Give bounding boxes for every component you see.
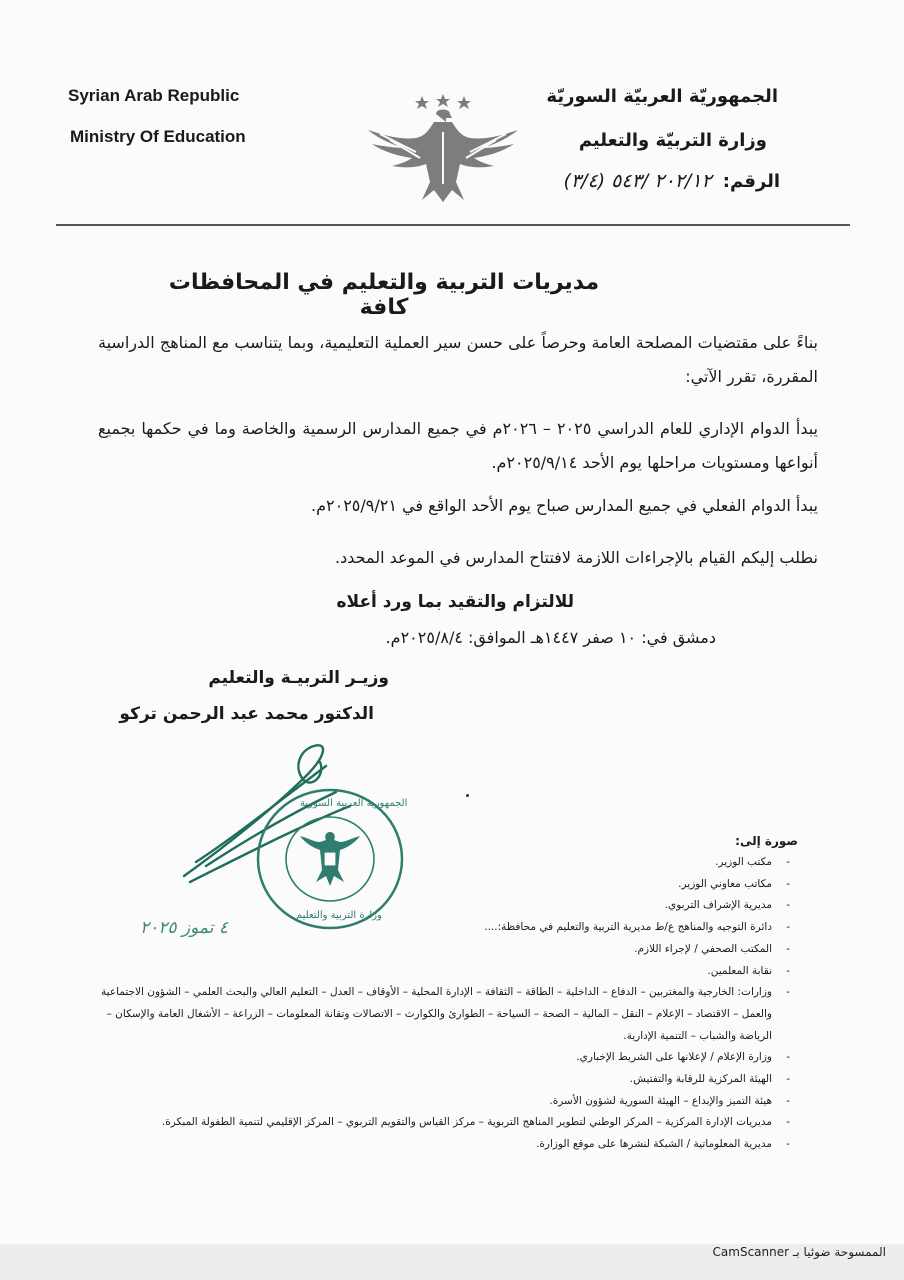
scanner-footer: الممسوحة ضوئيا بـ CamScanner xyxy=(712,1245,886,1259)
copies-item: - نقابة المعلمين. xyxy=(92,961,772,983)
stamp-text-top: الجمهورية العربية السورية xyxy=(300,798,408,809)
intro-paragraph: بناءً على مقتضيات المصلحة العامة وحرصاً على حسن سير العملية التعليمية، وبما يتناسب مع المناهج الدراسية المقررة، تقرر الآتي: xyxy=(98,333,818,386)
signatory-name: الدكتور محمد عبد الرحمن تركو xyxy=(119,704,374,724)
copies-item: - الهيئة المركزية للرقابة والتفتيش. xyxy=(92,1069,772,1091)
copies-item: - مديريات الإدارة المركزية – المركز الوطني لتطوير المناهج التربوية – مركز القياس والتقويم التربوي – المركز الإقليمي لتنمية الطفولة المبكرة. xyxy=(92,1112,772,1134)
closing-line: للالتزام والتقيد بما ورد أعلاه xyxy=(336,592,574,612)
paragraph-actual-start: يبدأ الدوام الفعلي في جميع المدارس صباح يوم الأحد الواقع في ٢٠٢٥/٩/٢١م. xyxy=(311,496,818,515)
reference-label: الرقم: xyxy=(722,171,780,192)
copies-item: - مديرية المعلوماتية / الشبكة لنشرها على موقع الوزارة. xyxy=(92,1134,772,1156)
reference-number xyxy=(563,170,780,192)
header-en-country: Syrian Arab Republic xyxy=(68,86,240,105)
header-en-ministry: Ministry Of Education xyxy=(70,127,246,146)
header-divider xyxy=(56,224,850,226)
copies-item: - دائرة التوجيه والمناهج ع/ط مديرية التربية والتعليم في محافظة:.... xyxy=(92,917,772,939)
ink-dot xyxy=(466,794,469,797)
eagle-emblem-icon xyxy=(360,92,526,204)
signatory-title: وزيـر التربيـة والتعليم xyxy=(208,668,389,688)
copies-heading: صورة إلى: xyxy=(735,834,798,848)
copies-item: - مكتب الوزير. xyxy=(92,852,772,874)
copies-item: - هيئة التميز والإبداع – الهيئة السورية لشؤون الأسرة. xyxy=(92,1091,772,1113)
copies-item: - وزارات: الخارجية والمغتربين – الدفاع – الداخلية – الطاقة – الثقافة – الإدارة المحلية – الأوقاف – العدل – التعليم العالي والبحث العلمي – الشؤون الاجتماعية والعمل – الاقتصاد – الإعلام – النقل – المالية – الصحة – السياحة – الطوارئ والكوارث – الاتصالات وتقانة المعلومات – الزراعة – الأشغال العامة والإسكان – الرياضة والشباب – التنمية الإدارية. xyxy=(92,982,772,1047)
copies-item: - المكتب الصحفي / لإجراء اللازم. xyxy=(92,939,772,961)
header-ar-country: الجمهوريّة العربيّة السوريّة xyxy=(546,86,778,107)
copies-item: - وزارة الإعلام / لإعلانها على الشريط الإخباري. xyxy=(92,1047,772,1069)
paragraph-admin-start: يبدأ الدوام الإداري للعام الدراسي ٢٠٢٥ – ٢٠٢٦م في جميع المدارس الرسمية والخاصة وما في حكمها بجميع أنواعها ومستويات مراحلها يوم الأحد ٢٠٢٥/٩/١٤م. xyxy=(98,419,819,472)
copies-list xyxy=(92,852,772,1156)
document-title: مديريات التربية والتعليم في المحافظات كافة xyxy=(168,270,600,320)
stamp-text-bottom: وزارة التربية والتعليم xyxy=(296,910,382,921)
handwritten-date: ٤ تموز ٢٠٢٥ xyxy=(140,918,229,938)
paragraph-request: نطلب إليكم القيام بالإجراءات اللازمة لافتتاح المدارس في الموعد المحدد. xyxy=(335,548,818,567)
reference-value: ٢٠٢/١٢ /٥٤٣ (٣/٤) xyxy=(563,170,712,192)
copies-item: - مديرية الإشراف التربوي. xyxy=(92,895,772,917)
header-ar-ministry: وزارة التربيّة والتعليم xyxy=(578,130,767,151)
date-line: دمشق في: ١٠ صفر ١٤٤٧هـ الموافق: ٢٠٢٥/٨/٤م. xyxy=(385,628,716,647)
copies-item: - مكاتب معاوني الوزير. xyxy=(92,874,772,896)
